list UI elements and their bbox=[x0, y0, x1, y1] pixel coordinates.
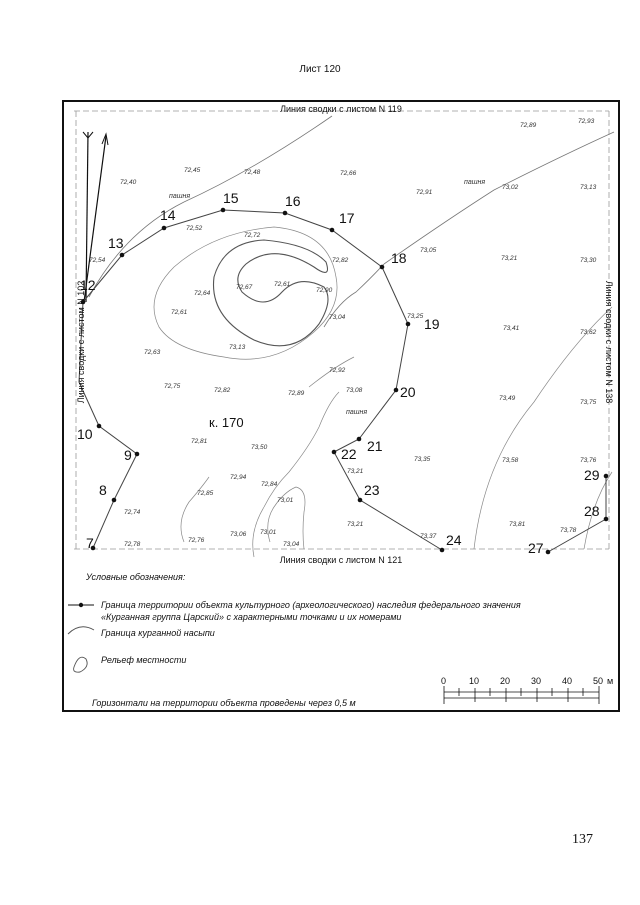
edge-label-bottom: Линия сводки с листом N 121 bbox=[279, 555, 403, 565]
elevation-label: 73,21 bbox=[347, 468, 364, 475]
point-label: 10 bbox=[77, 426, 93, 442]
elevation-label: 73,62 bbox=[580, 329, 597, 336]
legend-item-boundary-cont: «Курганная группа Царский» с характерными точками и их номерами bbox=[101, 612, 402, 622]
point-label: 14 bbox=[160, 207, 176, 223]
legend-item-boundary: Граница территории объекта культурного (археологического) наследия федерального значения bbox=[101, 600, 521, 610]
contour-note: Горизонтали на территории объекта проведены через 0,5 м bbox=[92, 698, 356, 708]
elevation-label: 73,21 bbox=[347, 521, 364, 528]
elevation-label: 73,49 bbox=[499, 395, 516, 402]
elevation-label: 73,13 bbox=[229, 344, 246, 351]
scale-tick: 20 bbox=[500, 676, 511, 686]
elevation-label: 73,78 bbox=[560, 527, 577, 534]
edge-label-left: Линия сводки с листом N 102 bbox=[76, 280, 86, 404]
point-label: 13 bbox=[108, 235, 124, 251]
point-label: 19 bbox=[424, 316, 440, 332]
elevation-label: 73,05 bbox=[420, 247, 437, 254]
elevation-label: 72,61 bbox=[171, 309, 188, 316]
elevation-label: 73,37 bbox=[420, 533, 437, 540]
elevation-label: 72,85 bbox=[197, 490, 214, 497]
elevation-label: 73,21 bbox=[501, 255, 518, 262]
field-label: пашня bbox=[464, 179, 486, 186]
scale-tick: 10 bbox=[469, 676, 480, 686]
elevation-label: 73,08 bbox=[346, 387, 363, 394]
point-label: 27 bbox=[528, 540, 544, 556]
elevation-label: 72,66 bbox=[340, 170, 357, 177]
elevation-label: 72,89 bbox=[520, 122, 537, 129]
elevation-label: 73,81 bbox=[509, 521, 526, 528]
elevation-label: 72,81 bbox=[191, 438, 208, 445]
elevation-label: 72,76 bbox=[188, 537, 205, 544]
elevation-label: 73,25 bbox=[407, 313, 424, 320]
scale-tick: 40 bbox=[562, 676, 573, 686]
legend-boundary-icon bbox=[68, 603, 94, 607]
elevation-label: 72,74 bbox=[124, 509, 141, 516]
elevation-label: 72,94 bbox=[230, 474, 247, 481]
legend-item-mound: Граница курганной насыпи bbox=[101, 628, 215, 638]
point-label: 24 bbox=[446, 532, 462, 548]
elevation-labels bbox=[89, 118, 597, 548]
point-label: 21 bbox=[367, 438, 383, 454]
edge-label-right: Линия сводки с листом N 138 bbox=[604, 280, 614, 404]
point-label: 8 bbox=[99, 482, 107, 498]
legend-relief-icon bbox=[74, 657, 88, 672]
field-label: пашня bbox=[169, 193, 191, 200]
elevation-label: 73,58 bbox=[502, 457, 519, 464]
scale-bar bbox=[444, 686, 599, 704]
elevation-label: 72,40 bbox=[120, 179, 137, 186]
elevation-label: 72,63 bbox=[144, 349, 161, 356]
elevation-label: 73,75 bbox=[580, 399, 597, 406]
elevation-label: 72,61 bbox=[274, 281, 291, 288]
elevation-label: 72,78 bbox=[124, 541, 141, 548]
elevation-label: 72,89 bbox=[288, 390, 305, 397]
map-frame bbox=[62, 100, 620, 712]
elevation-label: 72,82 bbox=[214, 387, 231, 394]
legend-item-relief: Рельеф местности bbox=[101, 655, 187, 665]
point-label: 15 bbox=[223, 190, 239, 206]
elevation-label: 73,02 bbox=[502, 184, 519, 191]
elevation-label: 72,91 bbox=[416, 189, 433, 196]
elevation-label: 73,41 bbox=[503, 325, 520, 332]
point-label: 22 bbox=[341, 446, 357, 462]
elevation-label: 73,04 bbox=[283, 541, 300, 548]
elevation-label: 73,35 bbox=[414, 456, 431, 463]
legend-mound-icon bbox=[68, 627, 94, 634]
scale-tick: 30 bbox=[531, 676, 542, 686]
point-label: 7 bbox=[86, 535, 94, 551]
elevation-label: 72,93 bbox=[578, 118, 595, 125]
elevation-label: 72,72 bbox=[244, 232, 261, 239]
point-label: 16 bbox=[285, 193, 301, 209]
elevation-label: 72,92 bbox=[329, 367, 346, 374]
elevation-label: 73,04 bbox=[329, 314, 346, 321]
scale-tick: 50 bbox=[593, 676, 604, 686]
elevation-label: 72,82 bbox=[332, 257, 349, 264]
elevation-label: 72,48 bbox=[244, 169, 261, 176]
field-label: пашня bbox=[346, 409, 368, 416]
elevation-label: 73,50 bbox=[251, 444, 268, 451]
scale-unit: м bbox=[607, 676, 614, 686]
mound-label: к. 170 bbox=[209, 415, 244, 430]
point-label: 12 bbox=[80, 277, 96, 293]
edge-label-top: Линия сводки с листом N 119 bbox=[280, 104, 402, 114]
elevation-label: 73,01 bbox=[277, 497, 294, 504]
elevation-label: 72,52 bbox=[186, 225, 203, 232]
point-label: 17 bbox=[339, 210, 355, 226]
sheet-title: Лист 120 bbox=[299, 64, 341, 75]
elevation-label: 72,84 bbox=[261, 481, 278, 488]
elevation-label: 73,06 bbox=[230, 531, 247, 538]
elevation-label: 73,01 bbox=[260, 529, 277, 536]
point-label: 23 bbox=[364, 482, 380, 498]
elevation-label: 73,30 bbox=[580, 257, 597, 264]
elevation-label: 73,76 bbox=[580, 457, 597, 464]
road-line bbox=[384, 132, 614, 264]
scale-labels bbox=[441, 676, 613, 686]
point-label: 18 bbox=[391, 250, 407, 266]
point-label: 29 bbox=[584, 467, 600, 483]
legend-title: Условные обозначения: bbox=[86, 572, 186, 582]
elevation-label: 72,67 bbox=[236, 284, 253, 291]
elevation-label: 73,13 bbox=[580, 184, 597, 191]
elevation-label: 72,54 bbox=[89, 257, 106, 264]
heritage-boundary bbox=[79, 210, 442, 550]
point-label: 20 bbox=[400, 384, 416, 400]
page-number: 137 bbox=[572, 832, 593, 847]
elevation-label: 72,75 bbox=[164, 383, 181, 390]
scale-tick: 0 bbox=[441, 676, 447, 686]
kurgan-mound-outline bbox=[214, 240, 329, 346]
point-label: 28 bbox=[584, 503, 600, 519]
elevation-label: 72,64 bbox=[194, 290, 211, 297]
point-label: 9 bbox=[124, 447, 132, 463]
elevation-label: 72,90 bbox=[316, 287, 333, 294]
elevation-label: 72,45 bbox=[184, 167, 201, 174]
field-labels bbox=[169, 179, 485, 416]
